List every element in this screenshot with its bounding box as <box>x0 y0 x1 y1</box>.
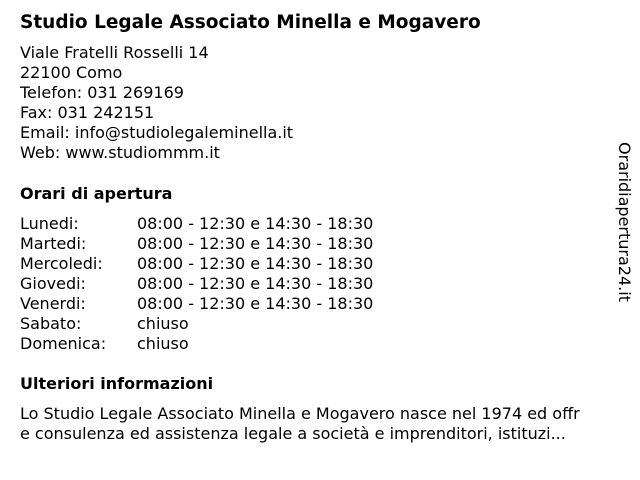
phone-line: Telefon: 031 269169 <box>20 83 184 102</box>
time-value: chiuso <box>137 334 189 353</box>
hours-row-friday <box>20 294 440 314</box>
site-watermark: Oraridiapertura24.it <box>615 142 634 302</box>
hours-row-wednesday <box>20 254 440 274</box>
day-label: Giovedi: <box>20 274 86 293</box>
description-text <box>20 404 632 444</box>
day-label: Mercoledi: <box>20 254 103 273</box>
hours-row-tuesday <box>20 234 440 254</box>
email-line: Email: info@studiolegaleminella.it <box>20 123 294 142</box>
day-label: Sabato: <box>20 314 82 333</box>
hours-row-saturday <box>20 314 440 334</box>
contact-block <box>20 43 293 163</box>
fax-line: Fax: 031 242151 <box>20 103 155 122</box>
description-line: Lo Studio Legale Associato Minella e Mogavero nasce nel 1974 ed offr <box>20 404 580 423</box>
hours-row-thursday <box>20 274 440 294</box>
time-value: chiuso <box>137 314 189 333</box>
hours-row-sunday <box>20 334 440 354</box>
time-value: 08:00 - 12:30 e 14:30 - 18:30 <box>137 234 374 253</box>
address-line: Viale Fratelli Rosselli 14 <box>20 43 209 62</box>
day-label: Lunedi: <box>20 214 79 233</box>
hours-row-monday <box>20 214 440 234</box>
further-info-heading: Ulteriori informazioni <box>20 374 214 393</box>
web-line: Web: www.studiommm.it <box>20 143 220 162</box>
day-label: Martedi: <box>20 234 87 253</box>
time-value: 08:00 - 12:30 e 14:30 - 18:30 <box>137 254 374 273</box>
opening-hours-table <box>20 214 440 354</box>
city-line: 22100 Como <box>20 63 123 82</box>
day-label: Venerdi: <box>20 294 86 313</box>
opening-hours-heading: Orari di apertura <box>20 184 173 203</box>
day-label: Domenica: <box>20 334 107 353</box>
description-line: e consulenza ed assistenza legale a società e imprenditori, istituzi... <box>20 424 566 443</box>
time-value: 08:00 - 12:30 e 14:30 - 18:30 <box>137 214 374 233</box>
time-value: 08:00 - 12:30 e 14:30 - 18:30 <box>137 294 374 313</box>
time-value: 08:00 - 12:30 e 14:30 - 18:30 <box>137 274 374 293</box>
business-title: Studio Legale Associato Minella e Mogavero <box>20 12 481 33</box>
